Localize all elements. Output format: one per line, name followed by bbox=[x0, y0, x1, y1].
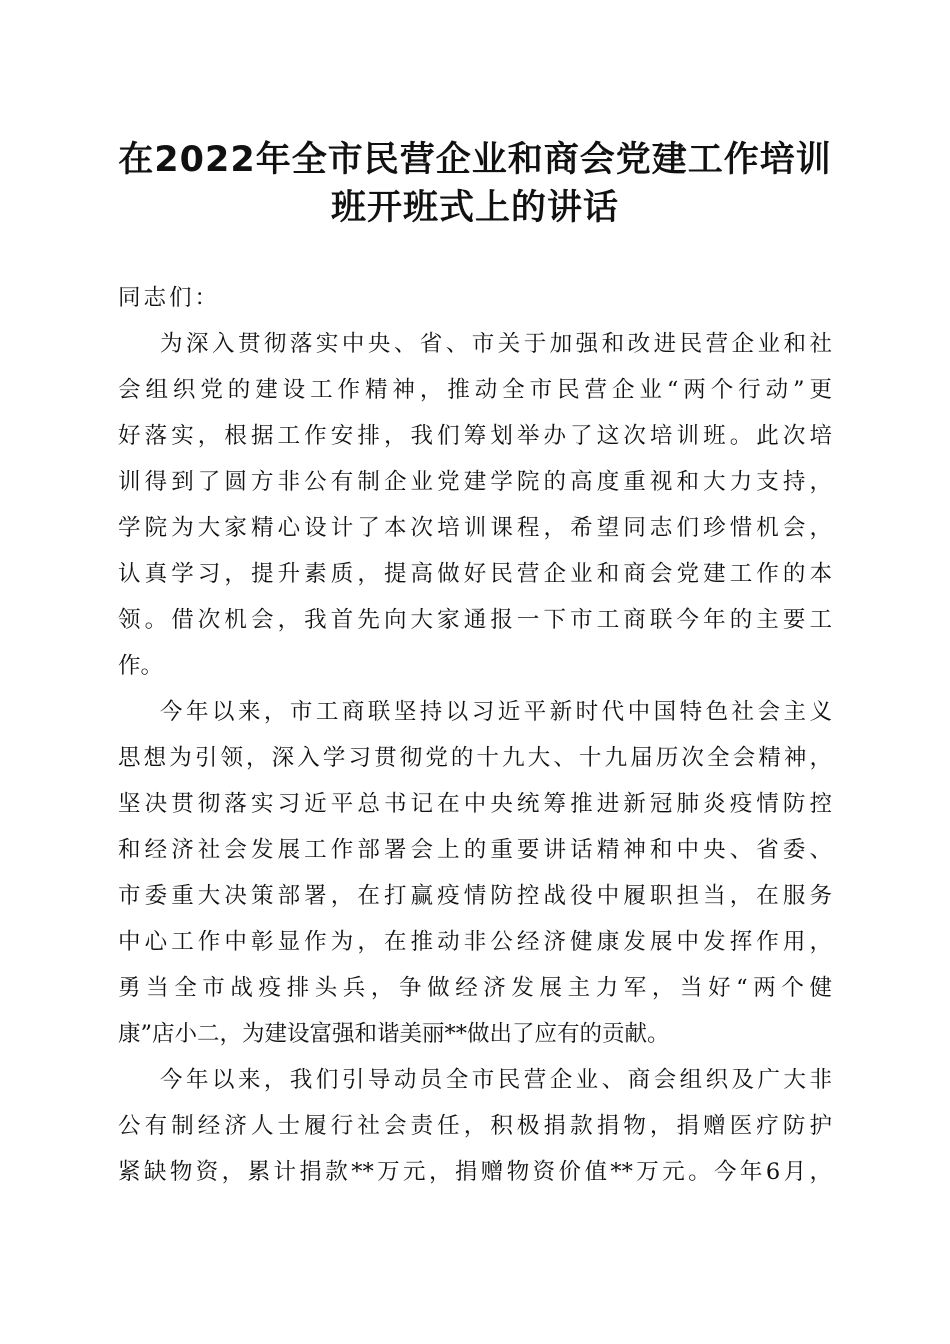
paragraph-line: 思想为引领，深入学习贯彻党的十九大、十九届历次全会精神， bbox=[118, 745, 832, 771]
paragraph-line: 好落实，根据工作安排，我们筹划举办了这次培训班。此次培 bbox=[118, 423, 832, 449]
salutation: 同志们： bbox=[118, 285, 221, 311]
paragraph-line: 紧缺物资，累计捐款**万元，捐赠物资价值**万元。今年6月， bbox=[118, 1159, 832, 1185]
title-line-1: 在2022年全市民营企业和商会党建工作培训 bbox=[118, 140, 832, 180]
paragraph-line: 今年以来，市工商联坚持以习近平新时代中国特色社会主义 bbox=[160, 699, 832, 725]
paragraph-line: 中心工作中彰显作为，在推动非公经济健康发展中发挥作用， bbox=[118, 929, 832, 955]
paragraph-line: 今年以来，我们引导动员全市民营企业、商会组织及广大非 bbox=[160, 1067, 832, 1093]
paragraph-line: 和经济社会发展工作部署会上的重要讲话精神和中央、省委、 bbox=[118, 837, 832, 863]
document-body bbox=[118, 275, 832, 1195]
paragraph-line: 公有制经济人士履行社会责任，积极捐款捐物，捐赠医疗防护 bbox=[118, 1113, 832, 1139]
paragraph-line: 作。 bbox=[118, 653, 164, 679]
paragraph-line: 康”店小二，为建设富强和谐美丽**做出了应有的贡献。 bbox=[118, 1021, 670, 1047]
paragraph-line: 会组织党的建设工作精神，推动全市民营企业“两个行动”更 bbox=[118, 377, 832, 403]
paragraph-line: 领。借次机会，我首先向大家通报一下市工商联今年的主要工 bbox=[118, 607, 832, 633]
paragraph-line: 勇当全市战疫排头兵，争做经济发展主力军，当好“两个健 bbox=[118, 975, 832, 1001]
paragraph-line: 学院为大家精心设计了本次培训课程，希望同志们珍惜机会， bbox=[118, 515, 832, 541]
paragraph-line: 训得到了圆方非公有制企业党建学院的高度重视和大力支持， bbox=[118, 469, 832, 495]
paragraph-1 bbox=[118, 321, 832, 689]
paragraph-line: 坚决贯彻落实习近平总书记在中央统筹推进新冠肺炎疫情防控 bbox=[118, 791, 832, 817]
paragraph-line: 市委重大决策部署，在打赢疫情防控战役中履职担当，在服务 bbox=[118, 883, 832, 909]
paragraph-line: 认真学习，提升素质，提高做好民营企业和商会党建工作的本 bbox=[118, 561, 832, 587]
paragraph-2 bbox=[118, 689, 832, 1057]
paragraph-line: 为深入贯彻落实中央、省、市关于加强和改进民营企业和社 bbox=[160, 331, 832, 357]
title-line-2: 班开班式上的讲话 bbox=[330, 188, 619, 228]
document-title bbox=[118, 136, 832, 232]
paragraph-3 bbox=[118, 1057, 832, 1195]
